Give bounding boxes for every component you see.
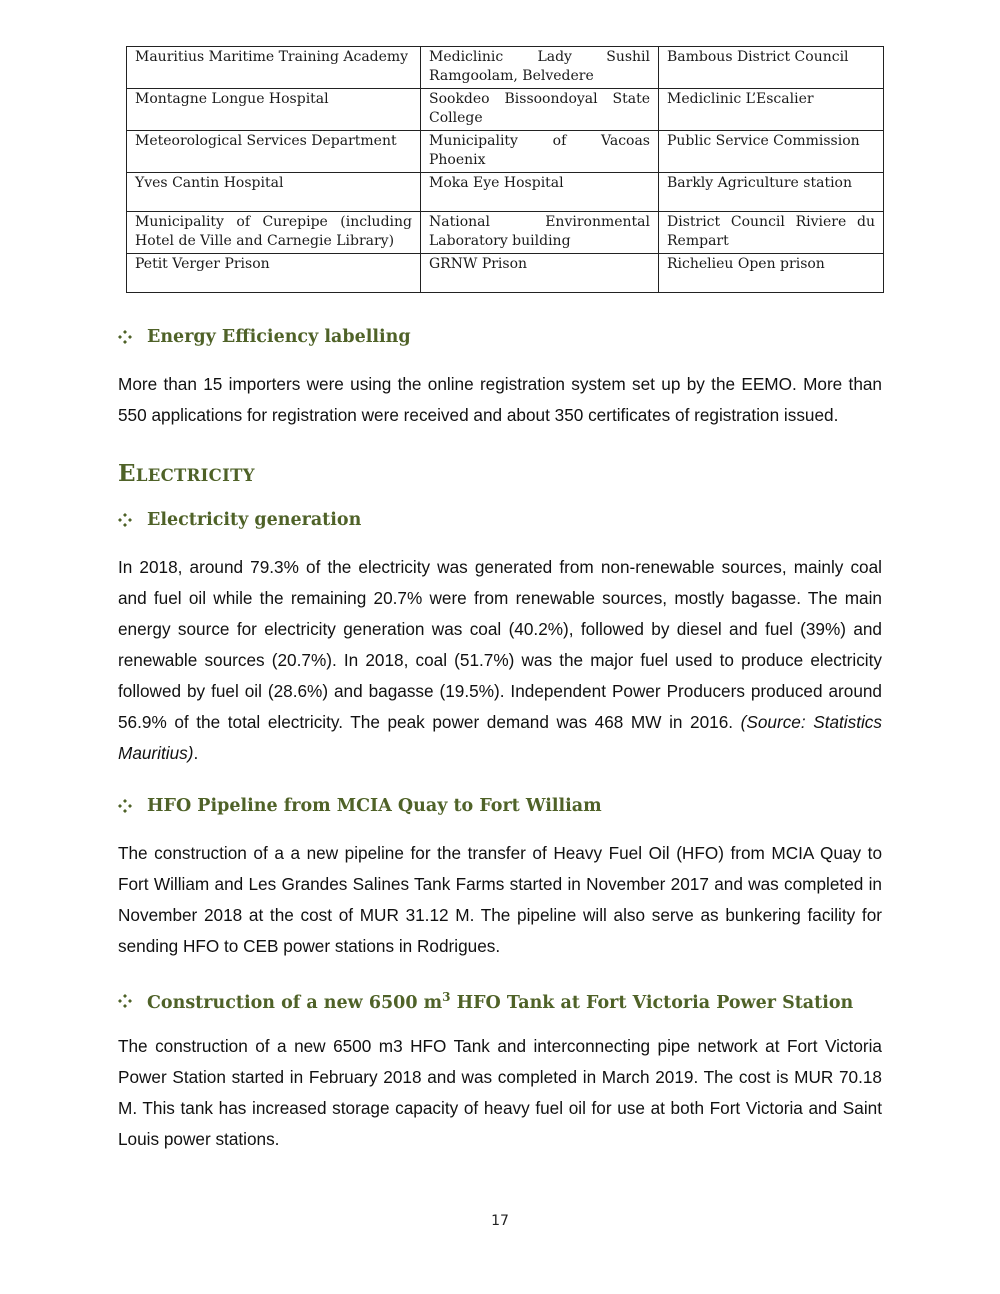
table-cell: Public Service Commission xyxy=(659,131,884,173)
table-cell: Municipality of Vacoas Phoenix xyxy=(421,131,659,173)
table-row xyxy=(127,254,884,293)
four-diamond-bullet-icon xyxy=(118,799,132,813)
table-cell: Mediclinic Lady Sushil Ramgoolam, Belvedere xyxy=(421,47,659,89)
table-cell: Meteorological Services Department xyxy=(127,131,421,173)
energy-labelling-heading xyxy=(118,327,411,347)
section-title-electricity: ELECTRICITY xyxy=(118,460,255,487)
table-cell: District Council Riviere du Rempart xyxy=(659,212,884,254)
table-cell: Sookdeo Bissoondoyal State College xyxy=(421,89,659,131)
heading-text: Electricity generation xyxy=(147,510,362,530)
table-cell: National Environmental Laboratory building xyxy=(421,212,659,254)
energy-labelling-text: More than 15 importers were using the online registration system set up by the EEMO. More than 550 applications for registration were received and about 350 certificates of registration issued. xyxy=(118,374,882,425)
hfo-tank-heading xyxy=(118,990,853,1013)
table-row xyxy=(127,131,884,173)
page-number: 17 xyxy=(491,1213,509,1229)
table-cell: Mauritius Maritime Training Academy xyxy=(127,47,421,89)
table-cell: Moka Eye Hospital xyxy=(421,173,659,212)
hfo-tank-text: The construction of a new 6500 m3 HFO Tank and interconnecting pipe network at Fort Victoria Power Station started in February 2018 and was completed in March 2019. The cost is MUR 70.18 M. This tank has increased storage capacity of heavy fuel oil for use at both Fort Victoria and Saint Louis power stations. xyxy=(118,1036,882,1149)
table-cell: Petit Verger Prison xyxy=(127,254,421,293)
table-cell: Montagne Longue Hospital xyxy=(127,89,421,131)
table-cell: Barkly Agriculture station xyxy=(659,173,884,212)
four-diamond-bullet-icon xyxy=(118,513,132,527)
four-diamond-bullet-icon xyxy=(118,330,132,344)
table-cell: Mediclinic L’Escalier xyxy=(659,89,884,131)
table-cell: GRNW Prison xyxy=(421,254,659,293)
buildings-table xyxy=(126,46,884,293)
heading-text: Energy Efficiency labelling xyxy=(147,327,411,347)
source-citation: (Source: Statistics Mauritius) xyxy=(118,712,882,763)
hfo-pipeline-text: The construction of a a new pipeline for the transfer of Heavy Fuel Oil (HFO) from MCIA Quay to Fort William and Les Grandes Salines Tank Farms started in November 2017 and was completed in November 2018 at the cost of MUR 31.12 M. The pipeline will also serve as bunkering facility for sending HFO to CEB power stations in Rodrigues. xyxy=(118,843,882,956)
table-row xyxy=(127,173,884,212)
hfo-pipeline-heading xyxy=(118,796,602,816)
table-cell: Yves Cantin Hospital xyxy=(127,173,421,212)
table-row xyxy=(127,47,884,89)
four-diamond-bullet-icon xyxy=(118,994,132,1008)
table-cell: Municipality of Curepipe (including Hotel de Ville and Carnegie Library) xyxy=(127,212,421,254)
electricity-generation-heading xyxy=(118,510,361,530)
table-cell: Richelieu Open prison xyxy=(659,254,884,293)
heading-text: HFO Pipeline from MCIA Quay to Fort William xyxy=(147,796,602,816)
electricity-generation-text: In 2018, around 79.3% of the electricity was generated from non-renewable sources, mainly coal and fuel oil while the remaining 20.7% were from renewable sources, mostly bagasse. The main energy source for electricity generation was coal (40.2%), followed by diesel and fuel (39%) and renewable sources (20.7%). In 2018, coal (51.7%) was the major fuel used to produce electricity followed by fuel oil (28.6%) and bagasse (19.5%). Independent Power Producers produced around 56.9% of the total electricity. The peak power demand was 468 MW in 2016. (Source: Statistics Mauritius). xyxy=(118,557,882,763)
table-cell: Bambous District Council xyxy=(659,47,884,89)
heading-text: Construction of a new 6500 $m^3$ HFO Tank at Fort Victoria Power Station xyxy=(147,990,854,1013)
table-row xyxy=(127,212,884,254)
table-row xyxy=(127,89,884,131)
